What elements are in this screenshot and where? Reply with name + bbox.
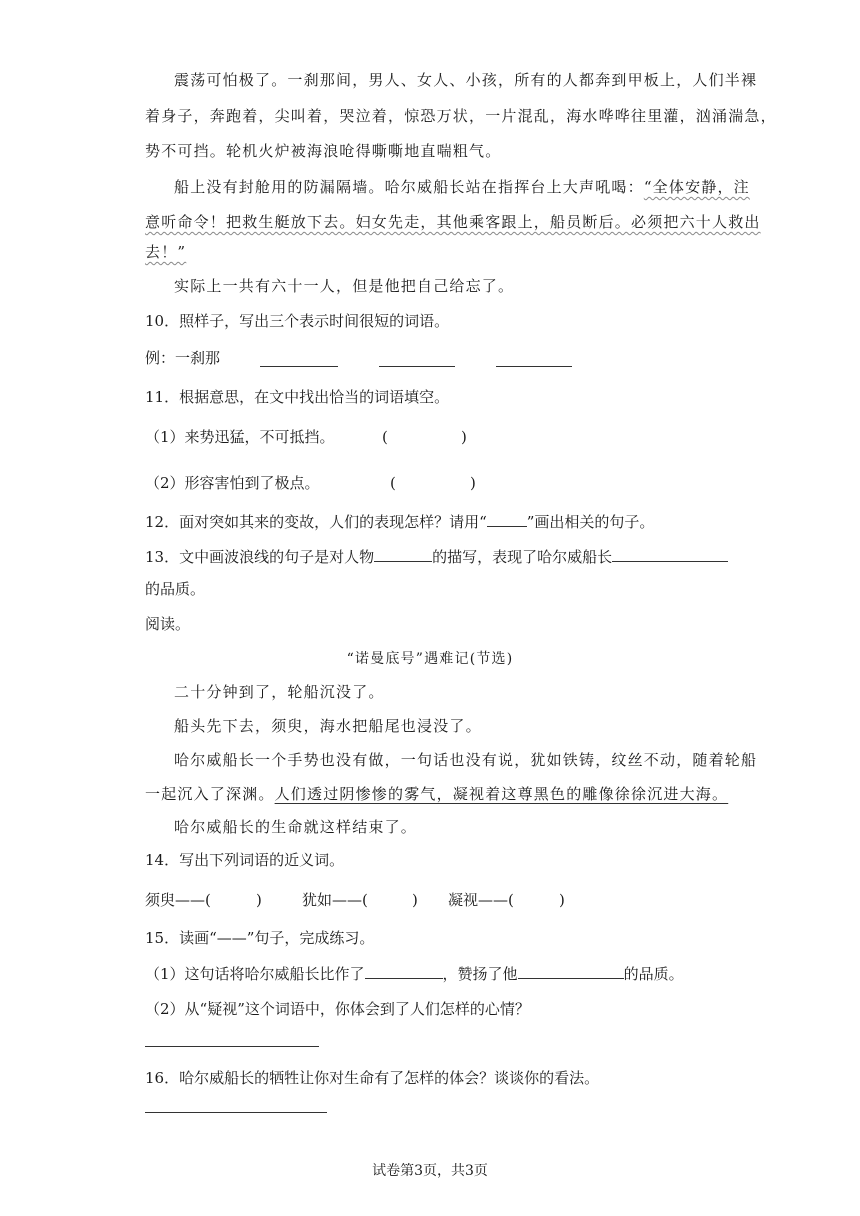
passage2-para1: 二十分钟到了，轮船沉没了。 [174, 683, 385, 701]
question-15-item1 [145, 964, 684, 984]
passage2-para3-line2 [145, 784, 728, 804]
question-13-pre: 13．文中画波浪线的句子是对人物 [145, 548, 375, 566]
passage1-para2-line2 [145, 212, 761, 232]
example-label: 例：一刹那 [145, 349, 221, 367]
question-15-item2: （2）从“疑视”这个词语中，你体会到了人们怎样的心情？ [145, 1000, 530, 1018]
question-16: 16．哈尔威船长的牺牲让你对生命有了怎样的体会？谈谈你的看法。 [145, 1069, 600, 1087]
answer-line-16[interactable] [145, 1112, 327, 1113]
answer-blank-10-2[interactable] [379, 366, 455, 367]
question-15: 15．读画“——”句子，完成练习。 [145, 929, 375, 947]
passage2-title: “诺曼底号”遇难记(节选) [346, 651, 514, 667]
line-sample [487, 512, 527, 527]
answer-blank-15-2[interactable] [518, 964, 624, 979]
question-13-end: 的品质。 [145, 580, 206, 598]
synonym-1-close: ) [256, 891, 262, 909]
answer-blank-13-2[interactable] [612, 547, 728, 562]
question-13-mid: 的描写，表现了哈尔威船长 [432, 548, 613, 566]
page-footer: 试卷第3页，共3页 [372, 1163, 488, 1179]
answer-blank-15-1[interactable] [365, 964, 443, 979]
captain-intro: 船上没有封舱用的防漏隔墙。哈尔威船长站在指挥台上大声吼喝： [174, 178, 644, 196]
synonym-3-close: ) [559, 891, 565, 909]
question-11: 11．根据意思，在文中找出恰当的词语填空。 [145, 388, 450, 406]
wavy-quote-part3: 去！” [145, 243, 187, 261]
synonym-3: 凝视——( [448, 891, 514, 909]
q15-item1-mid: ，赞扬了他 [442, 965, 518, 983]
passage1-line2: 着身子，奔跑着，尖叫着，哭泣着，惊恐万状，一片混乱，海水哗哗往里灌，汹涌湍急， [145, 107, 777, 125]
synonym-2-close: ) [412, 891, 418, 909]
answer-blank-10-1[interactable] [260, 366, 338, 367]
question-11-item1: （1）来势迅猛，不可抵挡。 [145, 428, 335, 446]
answer-line-15[interactable] [145, 1046, 319, 1047]
answer-blank-13-1[interactable] [374, 547, 432, 562]
question-12 [145, 512, 654, 532]
passage2-plain: 一起沉入了深渊。 [145, 785, 275, 803]
passage1-para2-line1 [174, 177, 750, 197]
q15-item1-end: 的品质。 [623, 965, 684, 983]
read-label: 阅读。 [145, 615, 191, 633]
passage2-para4: 哈尔威船长的生命就这样结束了。 [174, 818, 418, 836]
paren-close-11-2: ) [470, 474, 476, 492]
wavy-quote-part1: “全体安静，注 [643, 178, 750, 196]
paren-open-11-2: ( [390, 474, 396, 492]
paren-close-11-1: ) [461, 428, 467, 446]
passage2-para2: 船头先下去，须臾，海水把船尾也浸没了。 [174, 717, 482, 735]
synonym-2: 犹如——( [302, 891, 368, 909]
underlined-sentence: 人们透过阴惨惨的雾气，凝视着这尊黑色的雕像徐徐沉进大海。 [274, 785, 729, 803]
passage1-line1: 震荡可怕极了。一刹那间，男人、女人、小孩，所有的人都奔到甲板上，人们半裸 [174, 71, 758, 89]
passage2-para3-line1: 哈尔威船长一个手势也没有做，一句话也没有说，犹如铁铸，纹丝不动，随着轮船 [174, 751, 758, 769]
question-10: 10．照样子，写出三个表示时间很短的词语。 [145, 312, 450, 330]
passage1-para2-line3 [145, 242, 186, 262]
synonym-1: 须臾——( [145, 891, 211, 909]
question-12-pre: 12．面对突如其来的变故，人们的表现怎样？请用“ [145, 513, 487, 531]
question-14: 14．写出下列词语的近义词。 [145, 851, 345, 869]
paren-open-11-1: ( [382, 428, 388, 446]
q15-item1-pre: （1）这句话将哈尔威船长比作了 [145, 965, 365, 983]
question-13 [145, 547, 728, 567]
question-10-example-row [145, 348, 220, 368]
question-11-item2: （2）形容害怕到了极点。 [145, 474, 320, 492]
question-12-post: ”画出相关的句子。 [526, 513, 655, 531]
passage1-para3: 实际上一共有六十一人，但是他把自己给忘了。 [174, 277, 515, 295]
wavy-quote-part2: 意听命令！把救生艇放下去。妇女先走，其他乘客跟上，船员断后。必须把六十人救出 [145, 213, 761, 231]
passage1-line3: 势不可挡。轮机火炉被海浪呛得嘶嘶地直喘粗气。 [145, 142, 502, 160]
answer-blank-10-3[interactable] [496, 366, 572, 367]
